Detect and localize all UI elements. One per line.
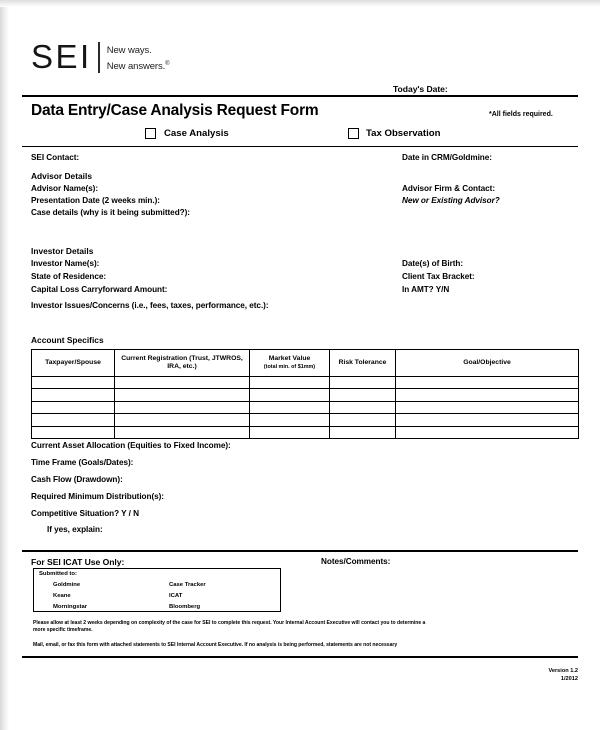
state-of-residence-label: State of Residence: <box>31 272 107 281</box>
registered-mark-icon: ® <box>165 60 170 67</box>
table-cell[interactable] <box>250 401 330 413</box>
tax-observation-label: Tax Observation <box>366 128 441 139</box>
case-details-label: Case details (why is it being submitted?): <box>31 208 190 217</box>
time-frame-label: Time Frame (Goals/Dates): <box>31 458 134 467</box>
column-header-taxpayer-spouse <box>32 350 115 377</box>
table-cell[interactable] <box>396 377 579 389</box>
logo-wordmark: SEI <box>31 38 92 75</box>
table-cell[interactable] <box>330 414 396 426</box>
footer-note-line3: Mail, email, or fax this form with attached statements to SEI Internal Account Executive. If no analysis is being performed, statements are not necessary <box>33 642 398 648</box>
tax-observation-checkbox[interactable] <box>348 128 359 139</box>
logo-tagline-line1: New ways. <box>106 45 152 56</box>
table-cell[interactable] <box>330 426 396 438</box>
table-cell[interactable] <box>115 389 250 401</box>
column-header-title: Market Value <box>268 355 311 363</box>
competitive-situation-label: Competitive Situation? Y / N <box>31 509 139 518</box>
table-cell[interactable] <box>115 377 250 389</box>
table-cell[interactable] <box>250 377 330 389</box>
column-header-goal-objective <box>396 350 579 377</box>
column-header-market-value <box>250 350 330 377</box>
table-row <box>32 401 579 413</box>
column-header-current-registration <box>115 350 250 377</box>
icat-item-case-tracker: Case Tracker <box>169 582 206 588</box>
date-in-crm-label: Date in CRM/Goldmine: <box>402 153 492 162</box>
icat-section-top-rule <box>22 550 578 552</box>
investor-names-label: Investor Name(s): <box>31 259 100 268</box>
case-analysis-checkbox[interactable] <box>145 128 156 139</box>
icat-item-icat: ICAT <box>169 593 183 599</box>
footer-note-line2: more specific timeframe. <box>33 627 93 633</box>
table-cell[interactable] <box>396 426 579 438</box>
page-left-edge-shadow <box>0 0 9 730</box>
table-cell[interactable] <box>330 389 396 401</box>
table-row <box>32 426 579 438</box>
notes-comments-label: Notes/Comments: <box>321 557 391 566</box>
case-analysis-label: Case Analysis <box>164 128 229 139</box>
table-cell[interactable] <box>330 377 396 389</box>
table-cell[interactable] <box>250 426 330 438</box>
page-top-edge-shadow <box>0 0 600 7</box>
icat-heading: For SEI ICAT Use Only: <box>31 557 125 567</box>
footer-rule <box>22 656 578 658</box>
table-cell[interactable] <box>32 389 115 401</box>
sei-contact-label: SEI Contact: <box>31 153 80 162</box>
current-asset-allocation-label: Current Asset Allocation (Equities to Fixed Income): <box>31 441 231 450</box>
table-cell[interactable] <box>396 389 579 401</box>
in-amt-label: In AMT? Y/N <box>402 285 450 294</box>
required-fields-note: *All fields required. <box>489 111 553 118</box>
sei-logo <box>31 39 170 75</box>
table-cell[interactable] <box>250 414 330 426</box>
icat-item-bloomberg: Bloomberg <box>169 604 201 610</box>
column-header-risk-tolerance <box>330 350 396 377</box>
column-header-title: Current Registration (Trust, JTWROS, IRA, etc.) <box>121 354 243 370</box>
table-header-row <box>32 350 579 377</box>
table-cell[interactable] <box>32 377 115 389</box>
version-date: 1/2012 <box>560 676 578 682</box>
table-cell[interactable] <box>396 414 579 426</box>
table-cell[interactable] <box>32 426 115 438</box>
logo-tagline <box>107 39 170 73</box>
logo-divider <box>98 42 100 73</box>
presentation-date-label: Presentation Date (2 weeks min.): <box>31 196 160 205</box>
icat-item-morningstar: Morningstar <box>53 604 88 610</box>
table-row <box>32 389 579 401</box>
footer-note-line1: Please allow at least 2 weeks depending on complexity of the case for SEI to complete this request. Your Internal Account Executive will contact you to determine a <box>33 620 426 626</box>
table-cell[interactable] <box>115 401 250 413</box>
account-specifics-table <box>31 349 579 439</box>
cash-flow-label: Cash Flow (Drawdown): <box>31 475 123 484</box>
todays-date-label: Today's Date: <box>393 84 448 94</box>
capital-loss-carryforward-label: Capital Loss Carryforward Amount: <box>31 285 168 294</box>
icat-item-goldmine: Goldmine <box>53 582 81 588</box>
logo-tagline-line2-text: New answers. <box>106 60 166 72</box>
table-cell[interactable] <box>330 401 396 413</box>
table-cell[interactable] <box>115 426 250 438</box>
column-header-title: Taxpayer/Spouse <box>45 358 101 366</box>
table-body <box>32 377 579 439</box>
dates-of-birth-label: Date(s) of Birth: <box>402 259 464 268</box>
table-cell[interactable] <box>32 414 115 426</box>
if-yes-explain-label: If yes, explain: <box>47 525 103 534</box>
table-cell[interactable] <box>396 401 579 413</box>
title-bottom-rule <box>22 146 578 147</box>
column-header-title: Goal/Objective <box>463 358 511 366</box>
table-cell[interactable] <box>115 414 250 426</box>
table-cell[interactable] <box>250 389 330 401</box>
submitted-to-label: Submitted to: <box>39 571 77 577</box>
investor-details-heading: Investor Details <box>31 246 94 256</box>
page-title: Data Entry/Case Analysis Request Form <box>31 102 319 119</box>
column-header-subtitle: (total min. of $1mm) <box>263 363 316 370</box>
table-row <box>32 414 579 426</box>
table-row <box>32 377 579 389</box>
logo-tagline-line2 <box>107 58 170 74</box>
advisor-firm-contact-label: Advisor Firm & Contact: <box>402 184 496 193</box>
investor-issues-label: Investor Issues/Concerns (i.e., fees, taxes, performance, etc.): <box>31 301 269 310</box>
new-or-existing-advisor-label: New or Existing Advisor? <box>402 196 500 205</box>
required-minimum-distributions-label: Required Minimum Distribution(s): <box>31 492 164 501</box>
advisor-names-label: Advisor Name(s): <box>31 184 98 193</box>
account-specifics-heading: Account Specifics <box>31 335 104 345</box>
form-sheet <box>9 7 600 730</box>
column-header-title: Risk Tolerance <box>338 358 387 366</box>
advisor-details-heading: Advisor Details <box>31 171 92 181</box>
client-tax-bracket-label: Client Tax Bracket: <box>402 272 475 281</box>
header-top-rule <box>22 95 578 97</box>
version-label: Version 1.2 <box>548 668 578 674</box>
table-cell[interactable] <box>32 401 115 413</box>
icat-item-keane: Keane <box>53 593 71 599</box>
